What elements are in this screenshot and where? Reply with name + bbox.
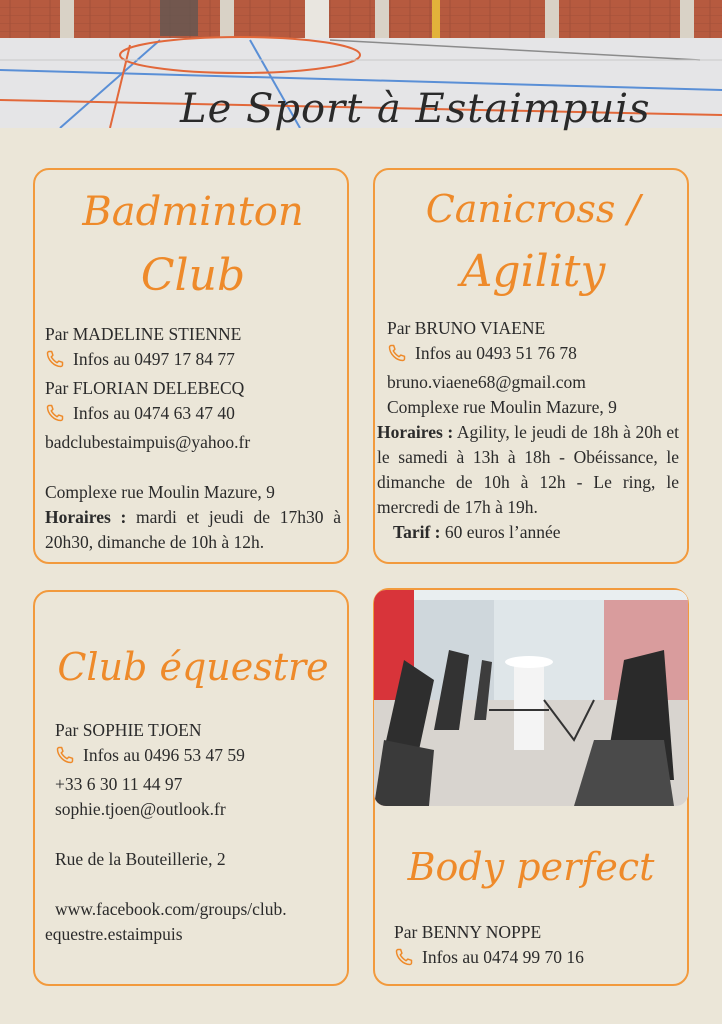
canicross-hours-label: Horaires : bbox=[377, 422, 454, 442]
equestre-address: Rue de la Bouteillerie, 2 bbox=[55, 849, 226, 869]
canicross-contact: Par BRUNO VIAENE bbox=[387, 318, 546, 338]
equestre-phone[interactable]: Infos au 0496 53 47 59 bbox=[83, 745, 245, 765]
canicross-phone[interactable]: Infos au 0493 51 76 78 bbox=[415, 343, 577, 363]
equestre-contact: Par SOPHIE TJOEN bbox=[55, 720, 202, 740]
page-title: Le Sport à Estaimpuis bbox=[180, 86, 651, 132]
equestre-web-line2[interactable]: equestre.estaimpuis bbox=[45, 924, 183, 944]
phone-icon bbox=[387, 343, 407, 370]
equestre-web-line1[interactable]: www.facebook.com/groups/club. bbox=[55, 899, 287, 919]
badminton-title-line2: Club bbox=[140, 250, 246, 301]
gym-photo bbox=[374, 590, 688, 806]
phone-icon bbox=[45, 403, 65, 430]
badminton-hours-text: mardi et jeudi de 17h30 à 20h30, dimanche de 10h à 12h. bbox=[45, 507, 341, 552]
body-perfect-title: Body perfect bbox=[407, 845, 655, 889]
badminton-contact-1: Par MADELINE STIENNE bbox=[45, 324, 242, 344]
badminton-hours bbox=[45, 505, 341, 555]
phone-icon bbox=[394, 947, 414, 974]
badminton-hours-label: Horaires : bbox=[45, 507, 127, 527]
canicross-card bbox=[373, 168, 689, 564]
equestre-phone-fr[interactable]: +33 6 30 11 44 97 bbox=[55, 774, 183, 794]
canicross-tarif-text: 60 euros l’année bbox=[444, 522, 561, 542]
canicross-title-line1: Canicross / bbox=[425, 187, 641, 231]
badminton-phone-1[interactable]: Infos au 0497 17 84 77 bbox=[73, 349, 235, 369]
canicross-address: Complexe rue Moulin Mazure, 9 bbox=[387, 397, 617, 417]
canicross-hours-text: Agility, le jeudi de 18h à 20h et le samedi à 13h à 18h - Obéissance, le dimanche de 10h à 12h - Le ring, le mercredi de 17h à 19h. bbox=[377, 422, 679, 517]
badminton-card bbox=[33, 168, 349, 564]
canicross-title-line2: Agility bbox=[460, 246, 606, 297]
canicross-tarif-label: Tarif : bbox=[393, 522, 441, 542]
phone-icon bbox=[45, 349, 65, 376]
canicross-hours bbox=[377, 420, 679, 520]
body-perfect-contact: Par BENNY NOPPE bbox=[394, 922, 542, 942]
phone-icon bbox=[55, 745, 75, 772]
badminton-phone-2[interactable]: Infos au 0474 63 47 40 bbox=[73, 403, 235, 423]
equestre-email[interactable]: sophie.tjoen@outlook.fr bbox=[55, 799, 226, 819]
badminton-contact-2: Par FLORIAN DELEBECQ bbox=[45, 378, 245, 398]
badminton-email[interactable]: badclubestaimpuis@yahoo.fr bbox=[45, 432, 251, 452]
body-perfect-phone[interactable]: Infos au 0474 99 70 16 bbox=[422, 947, 584, 967]
badminton-address: Complexe rue Moulin Mazure, 9 bbox=[45, 482, 275, 502]
equestre-title: Club équestre bbox=[57, 645, 329, 689]
canicross-email[interactable]: bruno.viaene68@gmail.com bbox=[387, 372, 586, 392]
badminton-title-line1: Badminton bbox=[82, 189, 304, 235]
canicross-tarif bbox=[393, 520, 679, 545]
equestre-card bbox=[33, 590, 349, 986]
